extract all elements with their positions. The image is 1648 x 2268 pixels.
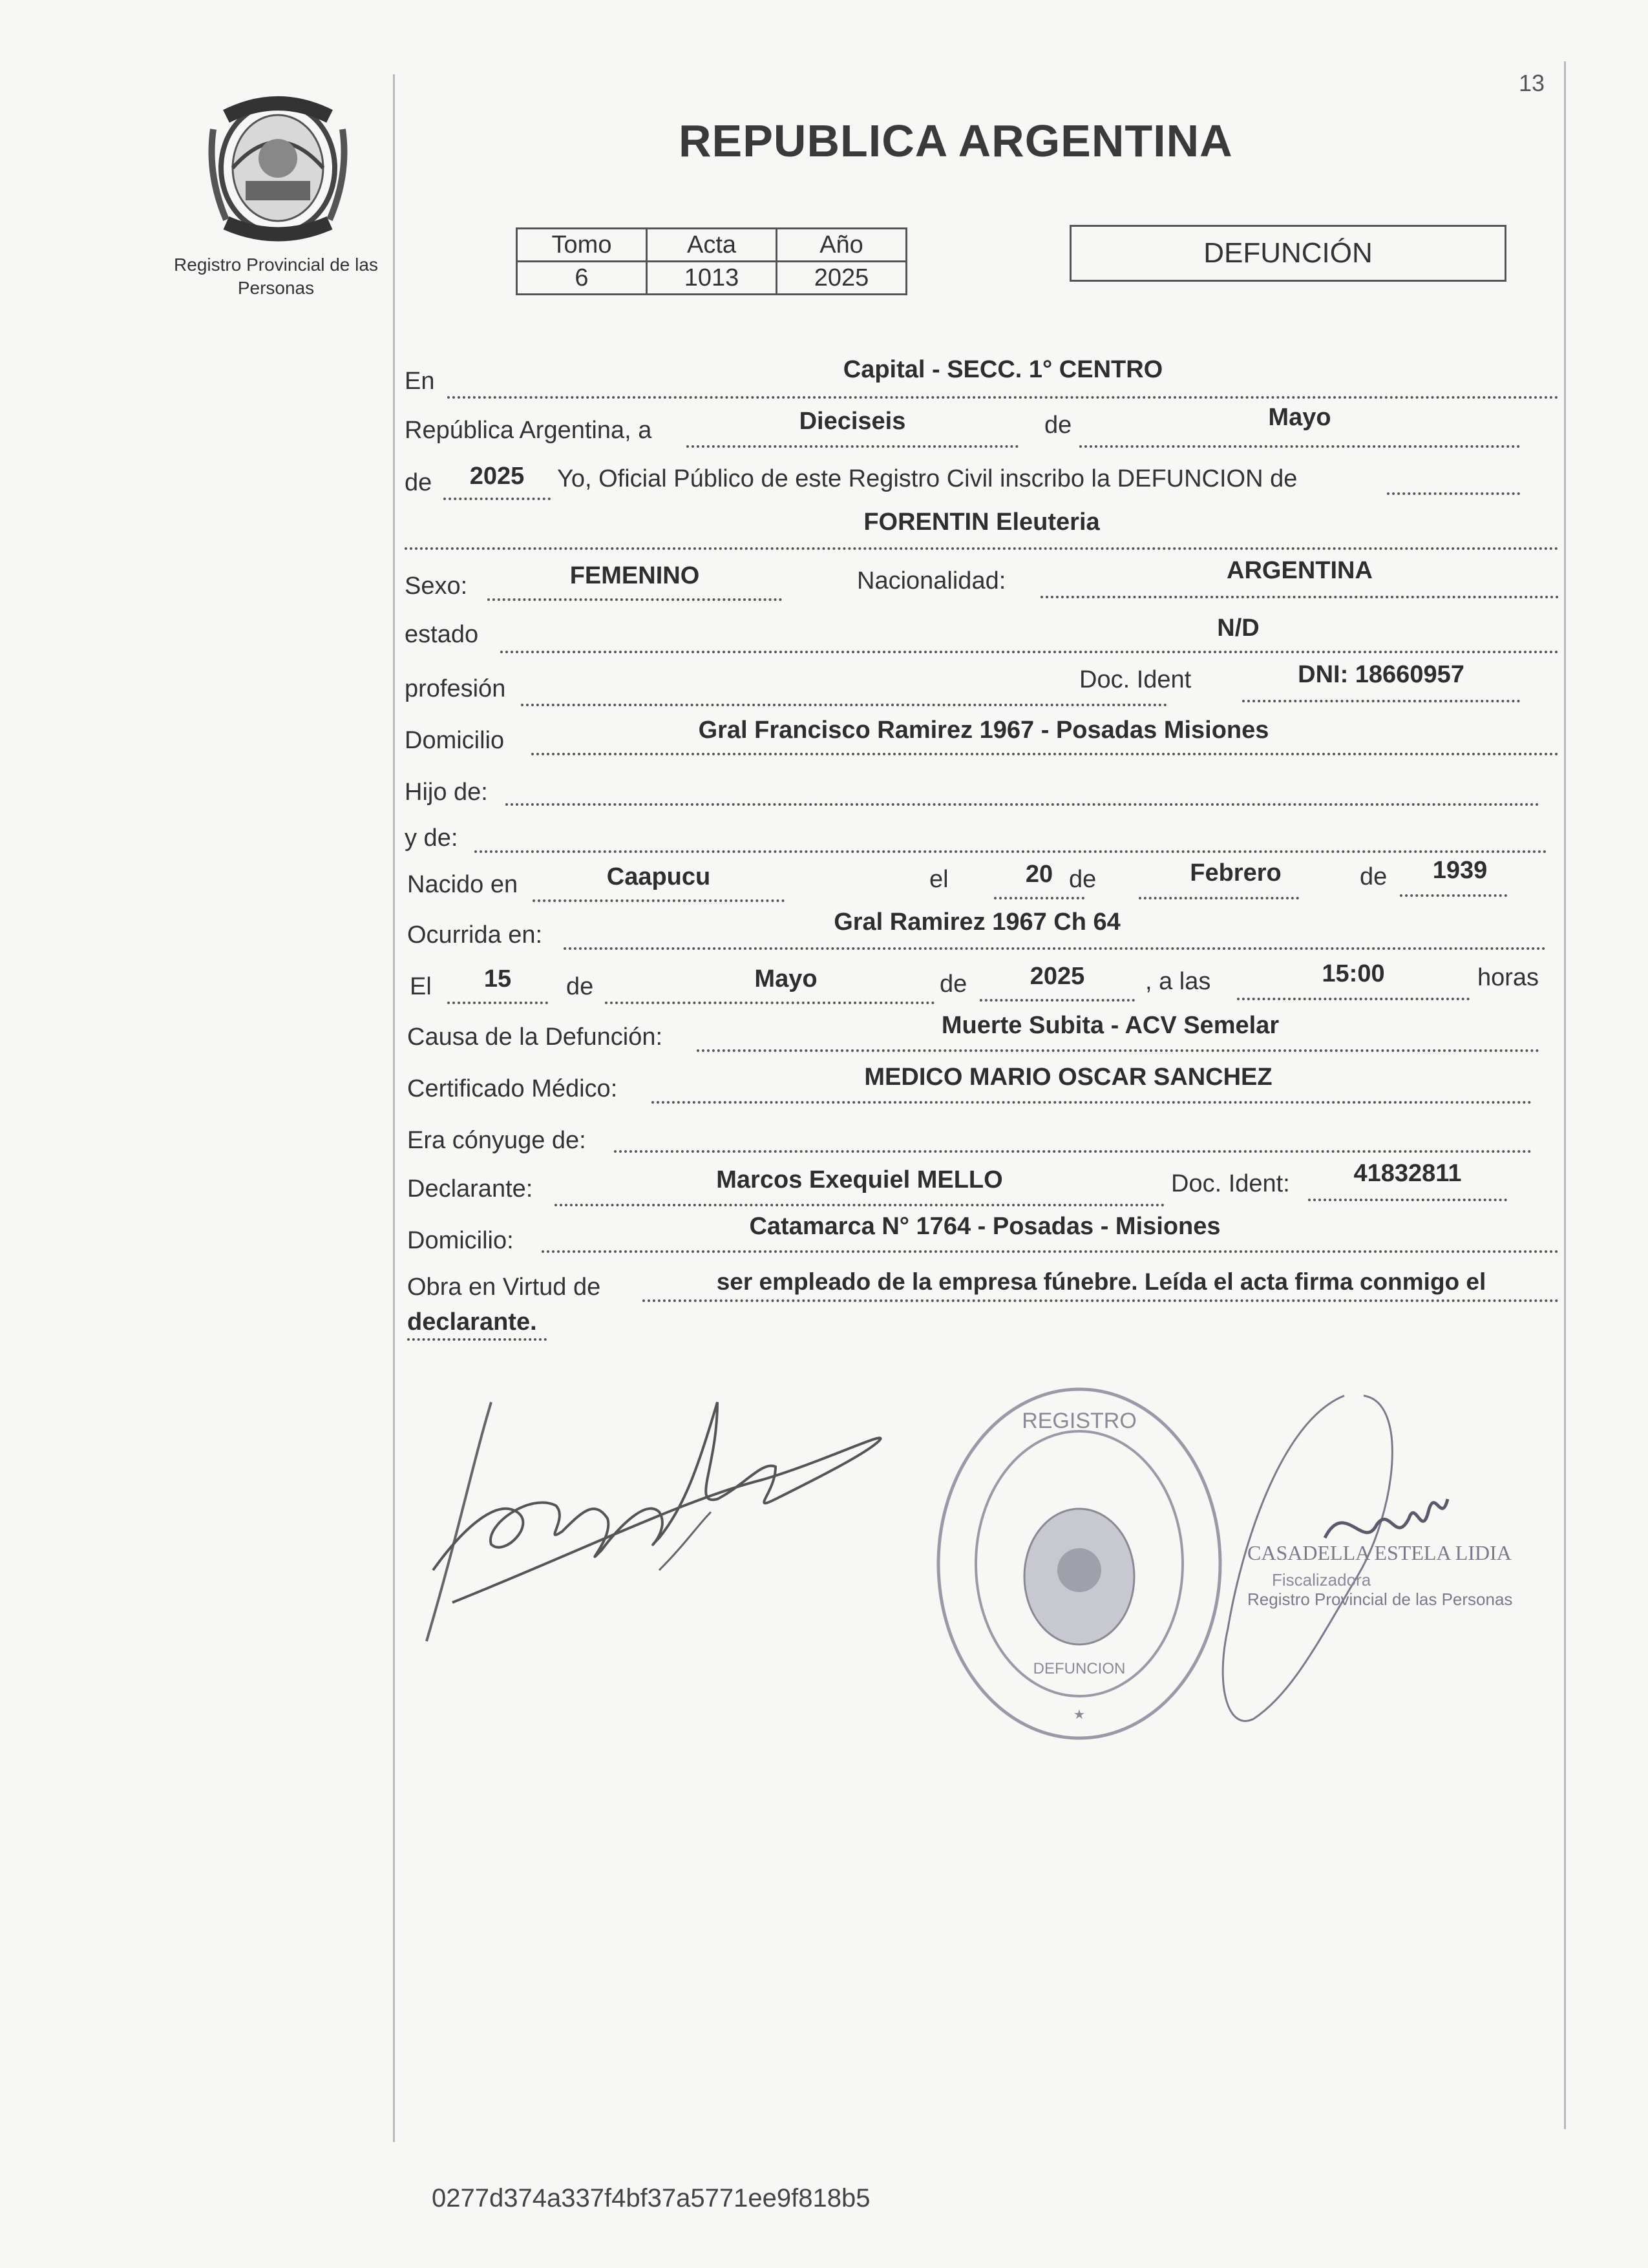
row-domicilio <box>405 717 1561 759</box>
label-de-1: de <box>1044 412 1072 439</box>
label-nacionalidad: Nacionalidad: <box>857 567 1006 594</box>
anio-header: Año <box>777 229 907 262</box>
label-obra: Obra en Virtud de <box>407 1274 601 1301</box>
reference-table <box>516 227 907 295</box>
label-hijo-de: Hijo de: <box>405 779 488 806</box>
label-horas: horas <box>1477 964 1539 991</box>
value-domicilio: Gral Francisco Ramirez 1967 - Posadas Misiones <box>698 717 1269 744</box>
label-a-las: , a las <box>1145 968 1211 995</box>
row-inscripcion <box>405 465 1561 504</box>
label-republica: República Argentina, a <box>405 417 652 444</box>
registry-stamp <box>931 1383 1228 1745</box>
row-estado <box>405 614 1561 656</box>
row-hijo-de <box>405 772 1561 811</box>
label-domicilio: Domicilio <box>405 727 505 754</box>
svg-text:DEFUNCION: DEFUNCION <box>1033 1660 1126 1677</box>
value-lugar: Capital - SECC. 1° CENTRO <box>843 356 1163 383</box>
row-ocurrida <box>405 908 1561 956</box>
row-y-de <box>405 819 1561 858</box>
label-doc-ident: Doc. Ident <box>1079 666 1192 693</box>
label-y-de: y de: <box>405 824 458 852</box>
label-el-cap: El <box>410 973 432 1000</box>
row-certificado <box>405 1064 1561 1111</box>
value-def-hora: 15:00 <box>1322 960 1385 987</box>
label-causa: Causa de la Defunción: <box>407 1024 663 1051</box>
value-ocurrida: Gral Ramirez 1967 Ch 64 <box>834 908 1121 936</box>
svg-text:REGISTRO: REGISTRO <box>1022 1409 1137 1433</box>
row-domicilio-declarante <box>405 1213 1561 1263</box>
label-yo-oficial: Yo, Oficial Público de este Registro Civil inscribo la DEFUNCION de <box>557 465 1298 492</box>
left-margin-rule <box>393 74 395 2142</box>
certificate-type-box: DEFUNCIÓN <box>1070 225 1506 282</box>
svg-text:★: ★ <box>1073 1708 1085 1722</box>
right-margin-rule <box>1564 61 1566 2129</box>
fill-inscripcion-end <box>1387 467 1520 495</box>
label-domicilio-2: Domicilio: <box>407 1227 514 1254</box>
label-doc-ident-2: Doc. Ident: <box>1171 1170 1290 1197</box>
row-declarante <box>405 1160 1561 1212</box>
registry-label: Registro Provincial de las Personas <box>174 255 378 298</box>
value-dia: Dieciseis <box>799 408 906 435</box>
value-nombre: FORENTIN Eleuteria <box>863 509 1100 536</box>
label-declarante: Declarante: <box>407 1175 533 1202</box>
label-en: En <box>405 368 435 395</box>
value-obra-line1: ser empleado de la empresa fúnebre. Leída el acta firma conmigo el <box>716 1268 1486 1295</box>
row-nacido <box>405 857 1561 905</box>
fill-hijo-de <box>505 777 1539 806</box>
acta-value: 1013 <box>647 262 777 295</box>
label-certificado: Certificado Médico: <box>407 1075 618 1102</box>
row-causa <box>405 1012 1561 1060</box>
fill-conyuge <box>614 1124 1532 1153</box>
page-number: 13 <box>1519 70 1545 96</box>
value-sexo: FEMENINO <box>569 562 700 589</box>
label-el: el <box>929 866 949 893</box>
value-obra-line2: declarante. <box>407 1308 537 1336</box>
officer-title: Fiscalizadora <box>1272 1570 1371 1590</box>
value-causa: Muerte Subita - ACV Semelar <box>941 1012 1280 1039</box>
value-doc: DNI: 18660957 <box>1298 661 1464 688</box>
value-estado: N/D <box>1217 614 1260 642</box>
value-nacido-lugar: Caapucu <box>606 863 711 890</box>
label-nacido-en: Nacido en <box>407 871 518 898</box>
value-certificado: MEDICO MARIO OSCAR SANCHEZ <box>864 1064 1273 1091</box>
label-de-5: de <box>566 973 594 1000</box>
row-lugar <box>405 356 1561 404</box>
row-profesion <box>405 661 1561 708</box>
label-profesion: profesión <box>405 675 506 702</box>
row-fecha <box>405 404 1561 456</box>
fill-profesion <box>521 678 1167 706</box>
label-ocurrida-en: Ocurrida en: <box>407 921 543 949</box>
anio-value: 2025 <box>777 262 907 295</box>
province-seal-logo <box>207 90 349 246</box>
country-title: REPUBLICA ARGENTINA <box>679 116 1233 166</box>
label-conyuge: Era cónyuge de: <box>407 1127 586 1154</box>
value-def-dia: 15 <box>483 965 512 992</box>
fill-estado <box>500 625 1559 653</box>
label-de-4: de <box>1360 863 1388 890</box>
label-de-6: de <box>940 971 967 998</box>
row-sexo <box>405 557 1561 601</box>
value-domicilio-declarante: Catamarca N° 1764 - Posadas - Misiones <box>749 1213 1221 1240</box>
officer-org: Registro Provincial de las Personas <box>1247 1590 1513 1609</box>
value-nacido-anio: 1939 <box>1432 857 1488 884</box>
value-mes: Mayo <box>1268 404 1331 431</box>
row-fecha-defuncion <box>405 960 1561 1008</box>
officer-name: CASADELLA ESTELA LIDIA <box>1247 1541 1512 1564</box>
row-conyuge <box>405 1124 1561 1163</box>
row-nombre <box>405 509 1561 552</box>
value-declarante-doc: 41832811 <box>1353 1160 1462 1187</box>
value-nacido-dia: 20 <box>1025 861 1053 888</box>
label-de-2: de <box>405 469 432 496</box>
tomo-header: Tomo <box>517 229 647 262</box>
row-obra <box>405 1270 1561 1347</box>
value-anio: 2025 <box>469 463 525 490</box>
document-hash: 0277d374a337f4bf37a5771ee9f818b5 <box>432 2184 871 2212</box>
label-de-3: de <box>1069 866 1097 893</box>
label-sexo: Sexo: <box>405 572 468 600</box>
label-estado: estado <box>405 621 479 648</box>
fill-y-de <box>474 824 1547 853</box>
value-declarante: Marcos Exequiel MELLO <box>716 1166 1003 1193</box>
value-def-mes: Mayo <box>754 965 818 992</box>
value-def-anio: 2025 <box>1030 963 1085 990</box>
value-nacido-mes: Febrero <box>1190 859 1282 887</box>
value-nacionalidad: ARGENTINA <box>1227 557 1373 584</box>
declarant-signature <box>414 1363 905 1654</box>
tomo-value: 6 <box>517 262 647 295</box>
acta-header: Acta <box>647 229 777 262</box>
